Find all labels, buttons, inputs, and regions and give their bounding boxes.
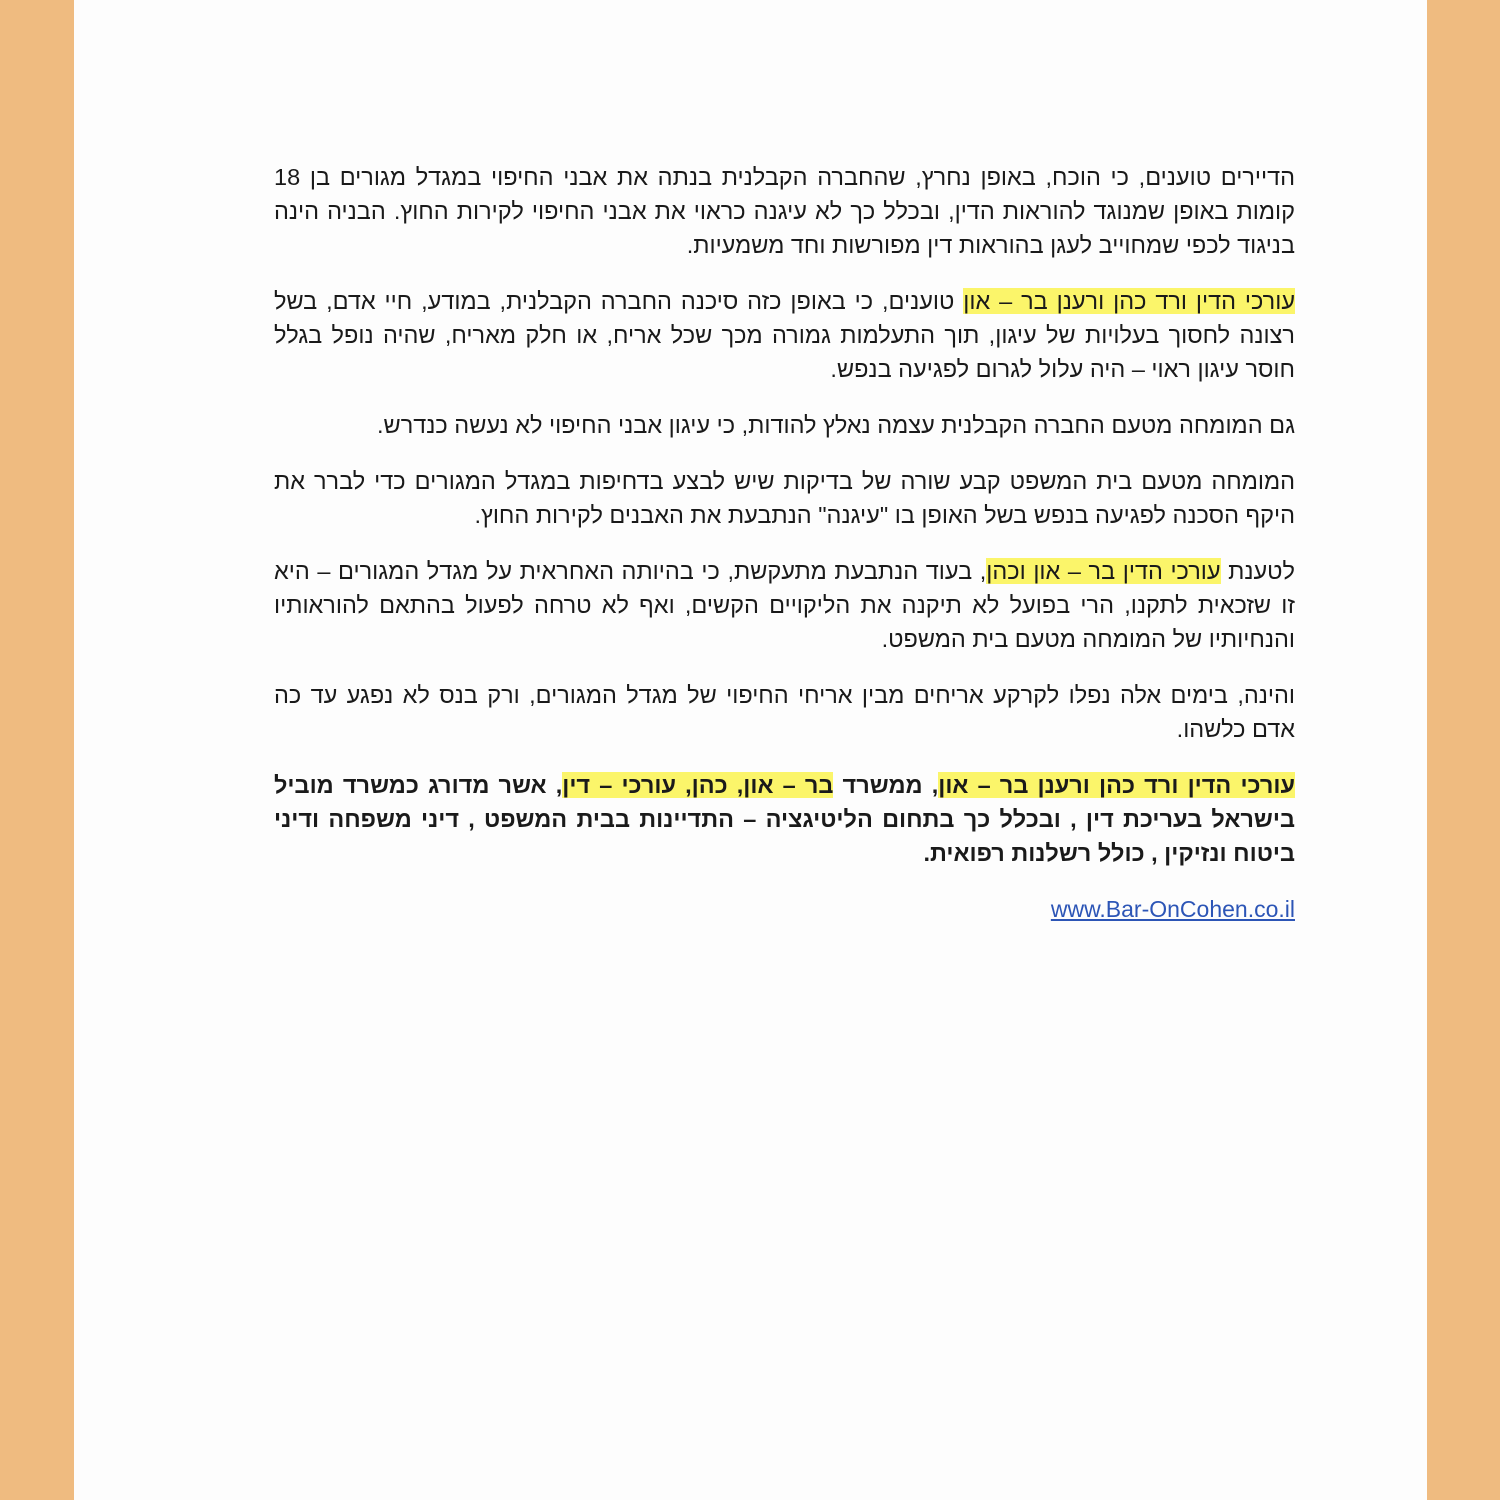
highlighted-lawyers-names: עורכי הדין ורד כהן ורענן בר – און <box>938 772 1295 798</box>
paragraph-5 <box>274 554 1295 656</box>
website-line <box>274 892 1295 926</box>
paragraph-2-text: טוענים, כי באופן כזה סיכנה החברה הקבלנית, במודע, חיי אדם, בשל רצונה לחסוך בעלויות של עיגון, תוך התעלמות גמורה מכך שכל אריח, או חלק מאריח, שהיה נופל בגלל חוסר עיגון ראוי – היה עלול לגרום לפגיעה בנפש. <box>274 288 1295 382</box>
paragraph-7-mid: , ממשרד <box>833 772 939 798</box>
paragraph-2 <box>274 284 1295 386</box>
paragraph-4-text: המומחה מטעם בית המשפט קבע שורה של בדיקות שיש לבצע בדחיפות במגדל המגורים כדי לברר את היקף הסכנה לפגיעה בנפש בשל האופן בו "עיגנה" הנתבעת את האבנים לקירות החוץ. <box>274 468 1295 528</box>
paragraph-6-text: והינה, בימים אלה נפלו לקרקע אריחים מבין אריחי החיפוי של מגדל המגורים, ורק בנס לא נפגע עד כה אדם כלשהו. <box>274 682 1295 742</box>
paragraph-1-text: הדיירים טוענים, כי הוכח, באופן נחרץ, שהחברה הקבלנית בנתה את אבני החיפוי במגדל מגורים בן 18 קומות באופן שמנוגד להוראות הדין, ובכלל כך לא עיגנה כראוי את אבני החיפוי לקירות החוץ. הבניה הינה בניגוד לכפי שמחוייב לעגן בהוראות דין מפורשות וחד משמעיות. <box>274 164 1295 258</box>
article-body <box>274 160 1295 948</box>
highlighted-lawyers-names: עורכי הדין ורד כהן ורענן בר – און <box>963 288 1295 314</box>
paragraph-3-text: גם המומחה מטעם החברה הקבלנית עצמה נאלץ להודות, כי עיגון אבני החיפוי לא נעשה כנדרש. <box>377 412 1295 438</box>
document-page <box>74 0 1427 1500</box>
paragraph-1 <box>274 160 1295 262</box>
paragraph-7 <box>274 768 1295 870</box>
paragraph-6 <box>274 678 1295 746</box>
highlighted-firm-name: בר – און, כהן, עורכי – דין <box>562 772 834 798</box>
paragraph-5-start: לטענת <box>1220 558 1295 584</box>
paragraph-4 <box>274 464 1295 532</box>
highlighted-lawyers-names: עורכי הדין בר – און וכהן <box>986 558 1221 584</box>
paragraph-7-text: , אשר מדורג כמשרד מוביל בישראל בעריכת דין , ובכלל כך בתחום הליטיגציה – התדיינות בבית המשפט , דיני משפחה ודיני ביטוח ונזיקין , כולל רשלנות רפואית. <box>274 772 1295 866</box>
website-link[interactable]: www.Bar-OnCohen.co.il <box>1050 896 1295 922</box>
paragraph-3 <box>274 408 1295 442</box>
paragraph-5-text: , בעוד הנתבעת מתעקשת, כי בהיותה האחראית על מגדל המגורים – היא זו שזכאית לתקנו, הרי בפועל לא תיקנה את הליקויים הקשים, ואף לא טרחה לפעול בהתאם להוראותיו והנחיותיו של המומחה מטעם בית המשפט. <box>274 558 1295 652</box>
